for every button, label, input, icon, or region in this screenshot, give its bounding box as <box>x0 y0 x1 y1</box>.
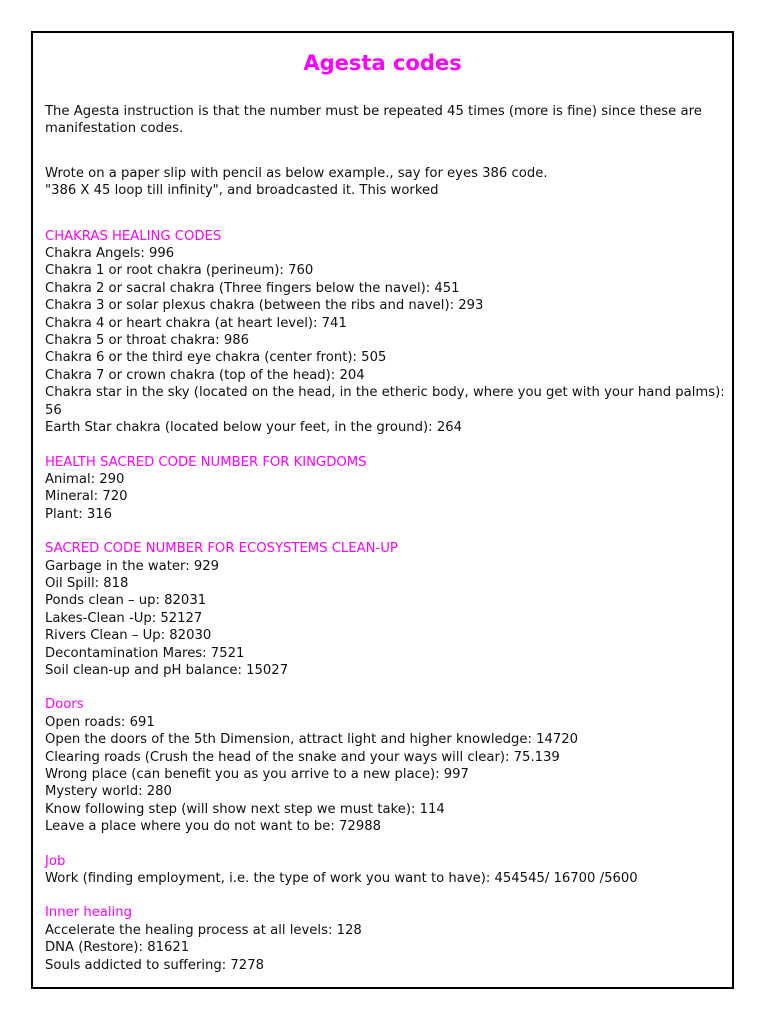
list-item: Leave a place where you do not want to be: 72988 <box>45 819 381 835</box>
list-item: Clearing roads (Crush the head of the snake and your ways will clear): 75.139 <box>45 749 560 765</box>
list-item: Mineral: 720 <box>45 489 128 505</box>
list-item: Chakra 2 or sacral chakra (Three fingers below the navel): 451 <box>45 280 460 296</box>
document-body <box>45 103 733 974</box>
code-list <box>45 870 733 887</box>
list-item: Chakra 5 or throat chakra: 986 <box>45 333 250 349</box>
list-item: Mystery world: 280 <box>45 784 172 800</box>
list-item: Ponds clean – up: 82031 <box>45 593 207 609</box>
document-page <box>31 31 734 989</box>
section-kingdoms <box>45 454 733 524</box>
list-item: DNA (Restore): 81621 <box>45 940 190 956</box>
list-item: Souls addicted to suffering: 7278 <box>45 957 264 973</box>
section-heading: SACRED CODE NUMBER FOR ECOSYSTEMS CLEAN-UP <box>45 541 398 557</box>
section-heading: HEALTH SACRED CODE NUMBER FOR KINGDOMS <box>45 454 367 470</box>
section-heading: Inner healing <box>45 905 132 921</box>
list-item: Chakra 4 or heart chakra (at heart level): 741 <box>45 315 347 331</box>
section-job <box>45 853 733 888</box>
list-item: Oil Spill: 818 <box>45 575 129 591</box>
code-list <box>45 714 733 836</box>
list-item: Open roads: 691 <box>45 714 155 730</box>
code-list <box>45 558 733 680</box>
section-heading: CHAKRAS HEALING CODES <box>45 228 222 244</box>
list-item: Plant: 316 <box>45 506 113 522</box>
code-list <box>45 471 733 523</box>
code-list <box>45 245 733 436</box>
intro-paragraph: The Agesta instruction is that the number must be repeated 45 times (more is fine) since these are manifestation codes. <box>45 104 702 137</box>
section-heading: Job <box>45 853 66 869</box>
list-item: Work (finding employment, i.e. the type of work you want to have): 454545/ 16700 /5600 <box>45 871 638 887</box>
list-item: Rivers Clean – Up: 82030 <box>45 628 212 644</box>
code-list <box>45 922 733 974</box>
list-item: Chakra star in the sky (located on the head, in the etheric body, where you get with your hand palms): 56 <box>45 385 725 418</box>
list-item: Chakra 1 or root chakra (perineum): 760 <box>45 263 314 279</box>
list-item: Chakra 3 or solar plexus chakra (between the ribs and navel): 293 <box>45 298 484 314</box>
list-item: Chakra 6 or the third eye chakra (center front): 505 <box>45 350 387 366</box>
section-chakras <box>45 228 733 437</box>
section-heading: Doors <box>45 697 84 713</box>
list-item: Wrong place (can benefit you as you arrive to a new place): 997 <box>45 767 469 782</box>
section-inner-healing <box>45 904 733 974</box>
example-line-2: "386 X 45 loop till infinity", and broadcasted it. This worked <box>45 183 439 199</box>
list-item: Garbage in the water: 929 <box>45 558 220 574</box>
list-item: Lakes-Clean -Up: 52127 <box>45 610 203 626</box>
list-item: Accelerate the healing process at all levels: 128 <box>45 922 362 938</box>
list-item: Soil clean-up and pH balance: 15027 <box>45 662 289 678</box>
list-item: Chakra Angels: 996 <box>45 246 175 262</box>
list-item: Animal: 290 <box>45 471 125 487</box>
document-title: Agesta codes <box>303 51 462 75</box>
list-item: Open the doors of the 5th Dimension, attract light and higher knowledge: 14720 <box>45 732 579 748</box>
list-item: Decontamination Mares: 7521 <box>45 645 245 661</box>
example-line-1: Wrote on a paper slip with pencil as below example., say for eyes 386 code. <box>45 165 548 181</box>
list-item: Earth Star chakra (located below your feet, in the ground): 264 <box>45 420 462 436</box>
list-item: Chakra 7 or crown chakra (top of the head): 204 <box>45 367 365 383</box>
list-item: Know following step (will show next step we must take): 114 <box>45 801 445 817</box>
section-ecosystems <box>45 540 733 679</box>
section-doors <box>45 696 733 835</box>
